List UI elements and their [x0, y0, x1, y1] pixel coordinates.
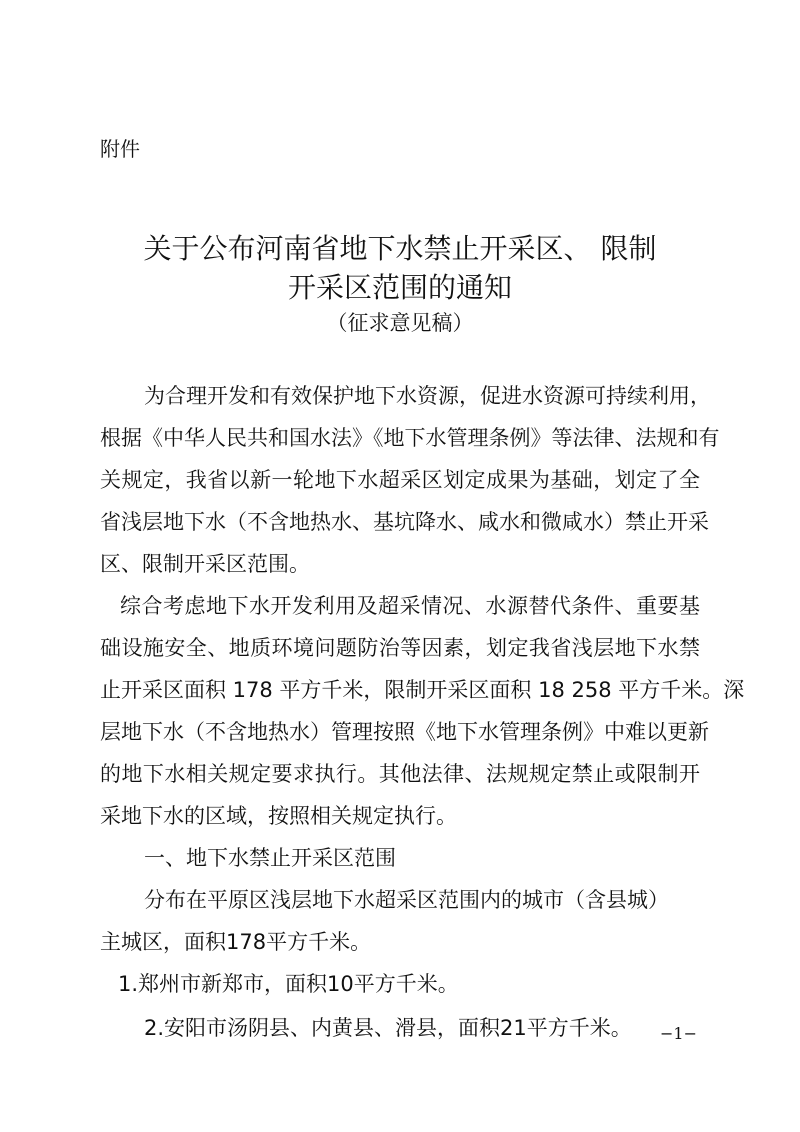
attachment-label: 附件 [100, 137, 140, 161]
list-item-2: 2.安阳市汤阴县、内黄县、滑县，面积21平方千米。 [144, 1016, 632, 1040]
paragraph-1-line-4: 省浅层地下水（不含地热水、基坑降水、咸水和微咸水）禁止开采 [100, 510, 709, 534]
section-heading-1: 一、地下水禁止开采区范围 [144, 846, 396, 870]
paragraph-1-line-5: 区、限制开采区范围。 [100, 552, 310, 576]
paragraph-1-line-2: 根据《中华人民共和国水法》《地下水管理条例》等法律、法规和有 [100, 426, 720, 450]
paragraph-1-line-3: 关规定，我省以新一轮地下水超采区划定成果为基础，划定了全 [100, 468, 700, 492]
document-title-line-1: 关于公布河南省地下水禁止开采区、 限制 [143, 232, 657, 265]
paragraph-2-line-6: 采地下水的区域，按照相关规定执行。 [100, 804, 457, 828]
paragraph-3-line-2: 主城区，面积178平方千米。 [100, 930, 372, 954]
paragraph-3-line-1: 分布在平原区浅层地下水超采区范围内的城市（含县城） [144, 888, 669, 912]
paragraph-2-line-4: 层地下水（不含地热水）管理按照《地下水管理条例》中难以更新 [100, 720, 709, 744]
paragraph-1-line-1: 为合理开发和有效保护地下水资源，促进水资源可持续利用， [144, 384, 711, 408]
paragraph-2-line-5: 的地下水相关规定要求执行。其他法律、法规规定禁止或限制开 [100, 762, 700, 786]
paragraph-2-line-2: 础设施安全、地质环境问题防治等因素，划定我省浅层地下水禁 [100, 636, 700, 660]
list-item-1: 1.郑州市新郑市，面积10平方千米。 [118, 972, 459, 996]
document-subtitle: （征求意见稿） [326, 311, 474, 335]
paragraph-2-line-3: 止开采区面积 178 平方千米，限制开采区面积 18 258 平方千米。深 [100, 678, 745, 702]
page-number: −1− [660, 1024, 697, 1043]
paragraph-2-line-1: 综合考虑地下水开发利用及超采情况、水源替代条件、重要基 [120, 594, 700, 618]
document-title-line-2: 开采区范围的通知 [287, 271, 512, 304]
